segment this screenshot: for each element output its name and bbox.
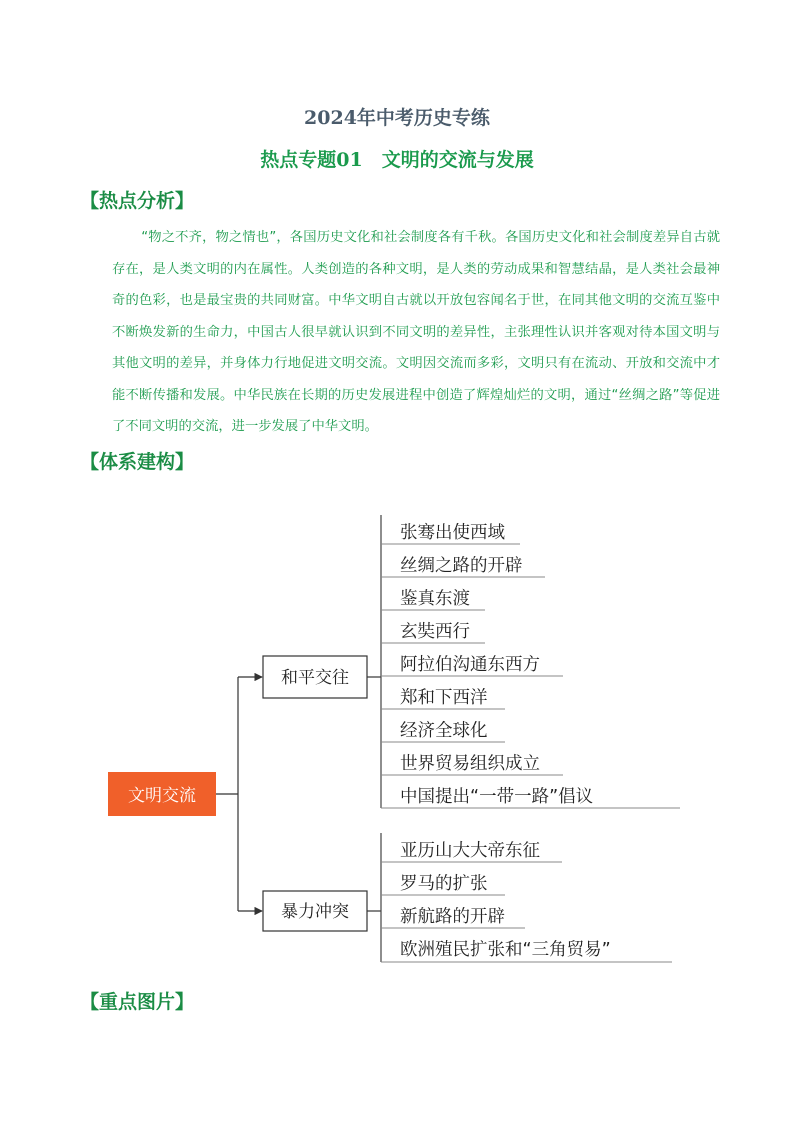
list-item bbox=[381, 907, 525, 928]
branch-label-peace: 和平交往 bbox=[281, 668, 349, 688]
branch-label-conflict: 暴力冲突 bbox=[281, 902, 349, 922]
list-item bbox=[381, 754, 563, 775]
analysis-text: “物之不齐，物之情也”，各国历史文化和社会制度各有千秋。各国历史文化和社会制度差异自古就存在，是人类文明的内在属性。人类创造的各种文明，是人类的劳动成果和智慧结晶，是人类社会最神奇的色彩，也是最宝贵的共同财富。中华文明自古就以开放包容闻名于世，在同其他文明的交流互鉴中不断焕发新的生命力，中国古人很早就认识到不同文明的差异性，主张理性认识并客观对待本国文明与其他文明的差异，并身体力行地促进文明交流。文明因交流而多彩，文明只有在流动、开放和交流中才能不断传播和发展。中华民族在长期的历史发展进程中创造了辉煌灿烂的文明，通过“丝绸之路”等促进了不同文明的交流，进一步发展了中华文明。 bbox=[112, 230, 720, 434]
list-item bbox=[381, 589, 485, 610]
list-item bbox=[381, 940, 672, 962]
page-title: 2024年中考历史专练 bbox=[304, 107, 490, 129]
root-label: 文明交流 bbox=[128, 786, 196, 806]
list-item bbox=[381, 786, 680, 808]
section-heading-structure: 【体系建构】 bbox=[80, 451, 195, 473]
svg-text:中国提出“一带一路”倡议: 中国提出“一带一路”倡议 bbox=[400, 787, 594, 807]
svg-text:郑和下西洋: 郑和下西洋 bbox=[400, 688, 488, 708]
svg-text:新航路的开辟: 新航路的开辟 bbox=[400, 907, 505, 927]
svg-text:罗马的扩张: 罗马的扩张 bbox=[400, 874, 488, 894]
svg-text:亚历山大大帝东征: 亚历山大大帝东征 bbox=[400, 841, 540, 861]
svg-text:经济全球化: 经济全球化 bbox=[400, 721, 488, 741]
svg-text:世界贸易组织成立: 世界贸易组织成立 bbox=[400, 754, 540, 774]
list-item bbox=[381, 688, 505, 709]
page-subtitle: 热点专题01 文明的交流与发展 bbox=[260, 149, 534, 171]
list-item bbox=[381, 874, 505, 895]
svg-text:张骞出使西域: 张骞出使西域 bbox=[400, 523, 505, 543]
section-heading-analysis: 【热点分析】 bbox=[80, 190, 195, 212]
list-item bbox=[381, 622, 485, 643]
svg-text:阿拉伯沟通东西方: 阿拉伯沟通东西方 bbox=[400, 655, 540, 675]
svg-text:玄奘西行: 玄奘西行 bbox=[400, 622, 470, 642]
list-item bbox=[381, 556, 545, 577]
svg-text:欧洲殖民扩张和“三角贸易”: 欧洲殖民扩张和“三角贸易” bbox=[400, 940, 611, 960]
list-item bbox=[381, 841, 562, 862]
list-item bbox=[381, 655, 563, 676]
list-item bbox=[381, 523, 520, 544]
svg-text:丝绸之路的开辟: 丝绸之路的开辟 bbox=[400, 556, 523, 576]
svg-text:鉴真东渡: 鉴真东渡 bbox=[400, 589, 470, 609]
list-item bbox=[381, 721, 505, 742]
section-heading-images: 【重点图片】 bbox=[80, 991, 195, 1013]
